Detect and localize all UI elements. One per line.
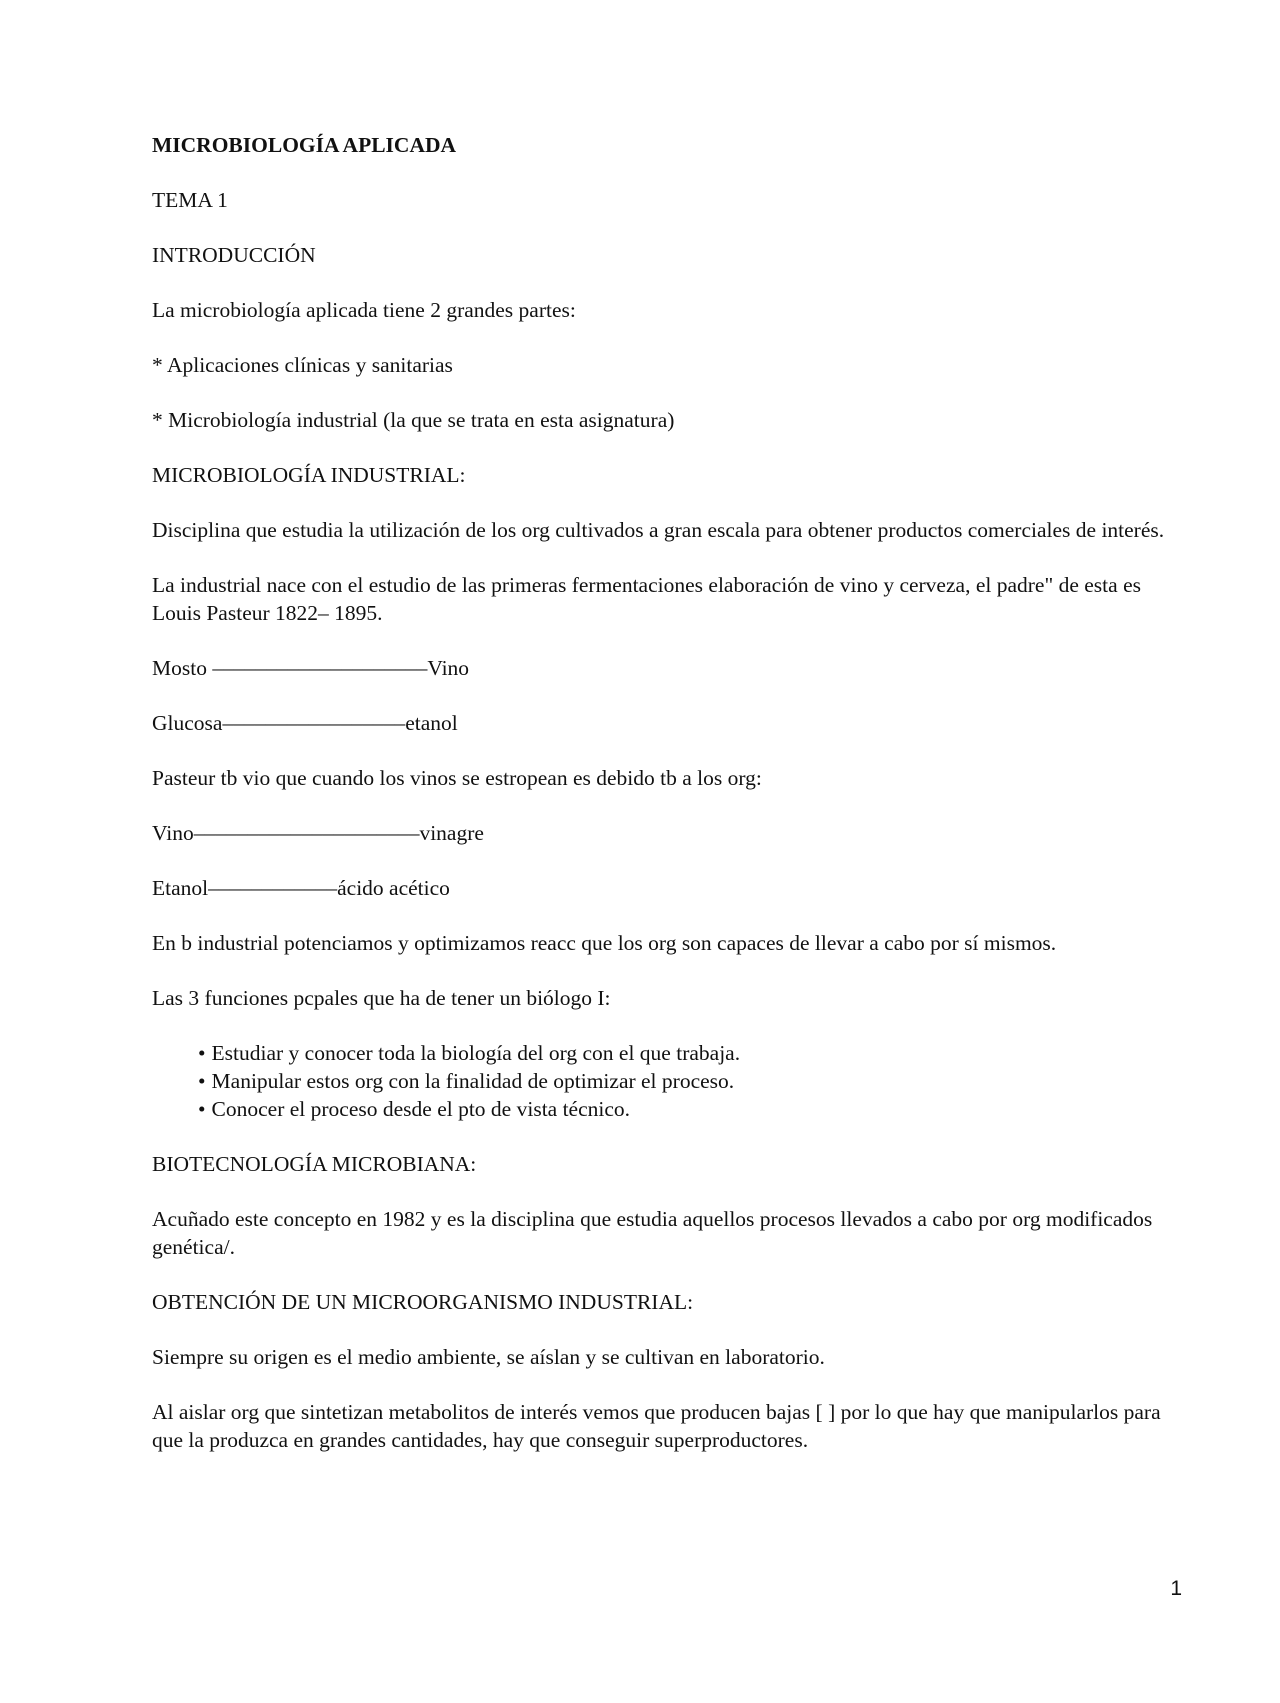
paragraph: La microbiología aplicada tiene 2 grandes partes: [152,298,576,322]
bullet-icon: • [198,1097,206,1121]
paragraph: Siempre su origen es el medio ambiente, se aíslan y se cultivan en laboratorio. [152,1345,825,1369]
list-item [198,1095,1172,1123]
reaction-line: Vino–––––––––––––––––––––vinagre [152,821,484,845]
paragraph: Disciplina que estudia la utilización de los org cultivados a gran escala para obtener productos comerciales de interés. [152,518,1165,542]
section-heading-obtencion: OBTENCIÓN DE UN MICROORGANISMO INDUSTRIAL: [152,1290,694,1314]
paragraph: Acuñado este concepto en 1982 y es la disciplina que estudia aquellos procesos llevados a cabo por org modificados genética/. [152,1207,1153,1259]
paragraph: La industrial nace con el estudio de las primeras fermentaciones elaboración de vino y cerveza, el padre" de esta es Louis Pasteur 1822– 1895. [152,573,1141,625]
paragraph: Pasteur tb vio que cuando los vinos se estropean es debido tb a los org: [152,766,762,790]
list-item-text: Manipular estos org con la finalidad de optimizar el proceso. [211,1069,735,1093]
list-item [198,1039,1172,1067]
reaction-line: Mosto ––––––––––––––––––––Vino [152,656,470,680]
bullet-icon: • [198,1069,206,1093]
reaction-line: Glucosa–––––––––––––––––etanol [152,711,458,735]
list-item [198,1067,1172,1095]
page-number: 1 [1170,1577,1182,1600]
paragraph: * Aplicaciones clínicas y sanitarias [152,353,453,377]
paragraph: Las 3 funciones pcpales que ha de tener un biólogo I: [152,986,611,1010]
section-heading-industrial: MICROBIOLOGÍA INDUSTRIAL: [152,463,466,487]
section-heading-biotecnologia: BIOTECNOLOGÍA MICROBIANA: [152,1152,477,1176]
document-title: MICROBIOLOGÍA APLICADA [152,133,457,157]
document-body [152,131,1172,1481]
paragraph: Al aislar org que sintetizan metabolitos de interés vemos que producen bajas [ ] por lo que hay que manipularlos para que la produzca en grandes cantidades, hay que conseguir superproductores. [152,1400,1161,1452]
paragraph: * Microbiología industrial (la que se trata en esta asignatura) [152,408,675,432]
bullet-icon: • [198,1041,206,1065]
reaction-line: Etanol––––––––––––ácido acético [152,876,450,900]
topic-heading: TEMA 1 [152,188,228,212]
list-item-text: Estudiar y conocer toda la biología del org con el que trabaja. [211,1041,741,1065]
list-item-text: Conocer el proceso desde el pto de vista técnico. [211,1097,631,1121]
functions-list [152,1039,1172,1123]
section-heading-introduccion: INTRODUCCIÓN [152,243,316,267]
paragraph: En b industrial potenciamos y optimizamos reacc que los org son capaces de llevar a cabo por sí mismos. [152,931,1057,955]
